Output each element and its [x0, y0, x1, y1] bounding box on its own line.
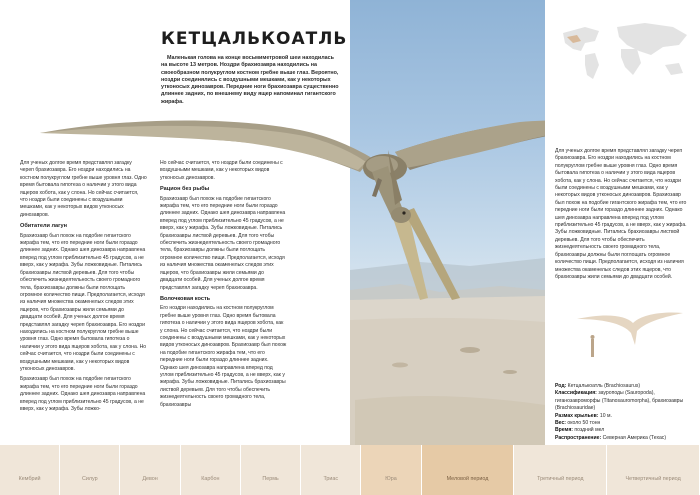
timeline-segment-jurassic[interactable]: Юра: [361, 445, 421, 495]
timeline-segment-cambrian[interactable]: Кембрий: [0, 445, 60, 495]
timeline-segment-cretaceous[interactable]: Меловой период: [422, 445, 515, 495]
scale-silhouette: [575, 305, 685, 365]
fact-genus: Род: Кетцалькоатль (Brachiosaurus): [555, 383, 641, 389]
timeline-segment-quaternary[interactable]: Четвертичный период: [607, 445, 700, 495]
paragraph: Для ученых долгое время представлял загадку череп брахиозавра. Его ноздри находились на костном полукруглом гребне выше уровня глаз. Одно время бытовала гипотеза о наличии у этого вида ящеров хобота, как у слона. Но сейчас считается, что ноздри были соединены с воздушными мешками, как у некоторых видов утконосых динозавров. Брахиозавр был похож на подобие гигантского жирафа тем, что его передние ноги были гораздо длиннее задних. Однако шея динозавра направлена вперед под углом приблизительно 45 градусов, а не вверх, как у жирафа. Зубы ложковидные. Питались брахиозавры листвой деревьев. Для того чтобы обеспечить жизнедеятельность своего громадного тела, брахиозавры должны были поглощать огромное количество пищи. Предполагается, исходя из наличия множества окаменелых следов этих ящеров, что брахиозавры жили семьями до двадцати особей.: [555, 148, 687, 280]
paragraph: Для ученых долгое время представлял загадку череп брахиозавра. Его ноздри находились на костном полукруглом гребне выше уровня глаз. Одно время бытовала гипотеза о наличии у этого вида ящеров хобота, как у слона. Но сейчас считается, что ноздри были соединены с воздушными мешками, как у некоторых видов утконосых динозавров.: [20, 160, 147, 218]
timeline-segment-triassic[interactable]: Триас: [301, 445, 361, 495]
timeline-segment-tertiary[interactable]: Третичный период: [514, 445, 607, 495]
page-title: КЕТЦАЛЬКОАТЛЬ: [161, 29, 348, 49]
fact-box: [555, 383, 695, 442]
fact-weight: Вес: около 50 тонн: [555, 420, 601, 427]
text-column-1: [20, 160, 147, 416]
fact-distribution: Распространение: Северная Америка (Техас): [555, 434, 667, 441]
timeline-segment-devonian[interactable]: Девон: [120, 445, 180, 495]
paragraph: Брахиозавр был похож на подобие гигантского жирафа тем, что его передние ноги были гораздо длиннее задних. Однако шея динозавра направлена вперед под углом приблизительно 45 градусов, а не вверх, как у жирафа. Зубы ложковидные. Питались брахиозавры листвой деревьев. Для того чтобы обеспечить жизнедеятельность своего громадного тела, брахиозавры должны были поглощать огромное количество пищи. Предполагается, исходя из наличия множества окаменелых следов этих ящеров, что брахиозавры жили семьями до двадцати особей. Для ученых долгое время представлял загадку череп брахиозавра. Его ноздри находились на костном полукруглом гребне выше уровня глаз. Одно время бытовала гипотеза о наличии у этого вида ящеров хобота, как у слона. Но сейчас считается, что ноздри были соединены с воздушными мешками, как у некоторых видов утконосых динозавров.: [20, 232, 147, 372]
intro-paragraph: Маленькая голова на конце восьмиметровой шеи находилась на высоте 13 метров. Ноздри брахиозавра находились на своеобразном полукруглом костном гребне выше глаз. Вероятно, ноздри соединялись с воздушными мешками, как у некоторых утконосых динозавров. Передние ноги брахиозавра существенно длиннее задних, по внешнему виду ящер напоминал гигантского жирафа.: [161, 55, 339, 105]
section-heading: Рацион без рыбы: [160, 186, 210, 193]
timeline-segment-carboniferous[interactable]: Карбон: [181, 445, 241, 495]
paragraph: Его ноздри находились на костном полукруглом гребне выше уровня глаз. Одно время бытовала гипотеза о наличии у этого вида ящеров хобота, как у слона. Но сейчас считается, что ноздри были соединены с воздушными мешками, как у некоторых видов утконосых динозавров. Брахиозавр был похож на подобие гигантского жирафа тем, что его передние ноги были гораздо длиннее задних. Однако шея динозавра направлена вперед под углом приблизительно 45 градусов, а не вверх, как у жирафа. Зубы ложковидные. Питались брахиозавры листвой деревьев. Для того чтобы обеспечить жизнедеятельность своего громадного тела, брахиозавры: [160, 305, 287, 408]
fact-classification: Классификация: зауроподы (Sauropoda), гиганозавроморфы (Titanosauromorpha), брахиозавры (Brachiosauridae): [555, 390, 684, 412]
paragraph: Брахиозавр был похож на подобие гигантского жирафа тем, что его передние ноги были гораздо длиннее задних. Однако шея динозавра направлена вперед под углом приблизительно 45 градусов, а не вверх, как у жирафа. Зубы ложко-: [20, 376, 146, 412]
section-heading: Обитатели лагун: [20, 223, 67, 230]
timeline-segment-permian[interactable]: Пермь: [241, 445, 301, 495]
text-column-2: [160, 160, 287, 412]
world-map: [555, 15, 695, 93]
paragraph: Но сейчас считается, что ноздри были соединены с воздушными мешками, как у некоторых видов утконосых динозавров.: [160, 160, 283, 181]
fact-time: Время: поздний мел: [555, 427, 605, 434]
section-heading: Волочковая кость: [160, 295, 211, 302]
fact-wingspan: Размах крыльев: 10 м.: [555, 412, 612, 419]
timeline-segment-silurian[interactable]: Силур: [60, 445, 120, 495]
paragraph: Брахиозавр был похож на подобие гигантского жирафа тем, что его передние ноги были гораздо длиннее задних. Однако шея динозавра направлена вперед под углом приблизительно 45 градусов, а не вверх, как у жирафа. Зубы ложковидные. Питались брахиозавры листвой деревьев. Для того чтобы обеспечить жизнедеятельность своего громадного тела, брахиозавры должны были поглощать огромное количество пищи. Предполагается, исходя из наличия множества окаменелых следов этих ящеров, что брахиозавры жили семьями до двадцати особей. Для ученых долгое время представлял загадку череп брахиозавра.: [160, 195, 286, 291]
human-figure: [591, 339, 594, 357]
text-column-3: [555, 148, 690, 284]
geologic-timeline: [0, 445, 700, 495]
